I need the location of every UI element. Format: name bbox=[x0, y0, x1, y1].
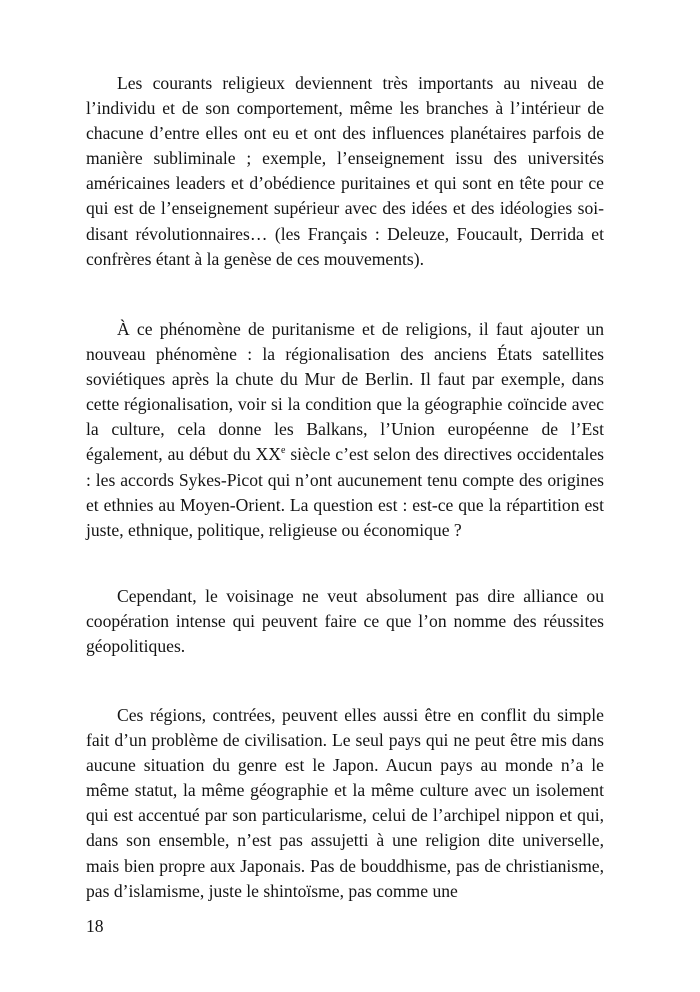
paragraph-neighbourhood: Cependant, le voisinage ne veut absolument pas dire alliance ou coopération intense qui peuvent faire ce que l’on nomme des réussites géopolitiques. bbox=[86, 586, 604, 657]
paragraph-regionalisation-text-end: siècle c’est selon des directives occidentales : les accords Sykes-Picot qui n’ont aucunement tenu compte des origines et ethnies au Moyen-Orient. La question est : est-ce que la répartition est juste, ethnique, politique, religieuse ou économique ? bbox=[86, 444, 604, 540]
paragraph-religious-currents: Les courants religieux deviennent très importants au niveau de l’individu et de son comportement, même les branches à l’intérieur de chacune d’entre elles ont eu et ont des influences planétaires parfois de manière subliminale ; exemple, l’enseignement issu des universités américaines leaders et d’obédience puritaines et qui sont en tête pour ce qui est de l’enseignement supérieur avec des idées et des idéologies soi-disant révolutionnaires… (les Français : Deleuze, Foucault, Derrida et confrères étant à la genèse de ces mouvements). bbox=[86, 73, 604, 269]
paragraph-regionalisation bbox=[86, 317, 604, 543]
century-superscript: e bbox=[280, 445, 286, 457]
paragraph-regionalisation-text-start: À ce phénomène de puritanisme et de religions, il faut ajouter un nouveau phénomène : la régionalisation des anciens États satellites soviétiques après la chute du Mur de Berlin. Il faut par exemple, dans cette régionalisation, voir si la condition que la géographie coïncide avec la culture, cela donne les Balkans, l’Union européenne de l’Est également, au début du XX bbox=[86, 319, 604, 465]
page-number: 18 bbox=[86, 916, 104, 936]
paragraph-japan: Ces régions, contrées, peuvent elles aussi être en conflit du simple fait d’un problème de civilisation. Le seul pays qui ne peut être mis dans aucune situation du genre est le Japon. Aucun pays au monde n’a le même statut, la même géographie et la même culture avec un isolement qui est accentué par son particularisme, celui de l’archipel nippon et qui, dans son ensemble, n’est pas assujetti à une religion dite universelle, mais bien propre aux Japonais. Pas de bouddhisme, pas de christianisme, pas d’islamisme, juste le shintoïsme, pas comme une bbox=[86, 705, 604, 901]
